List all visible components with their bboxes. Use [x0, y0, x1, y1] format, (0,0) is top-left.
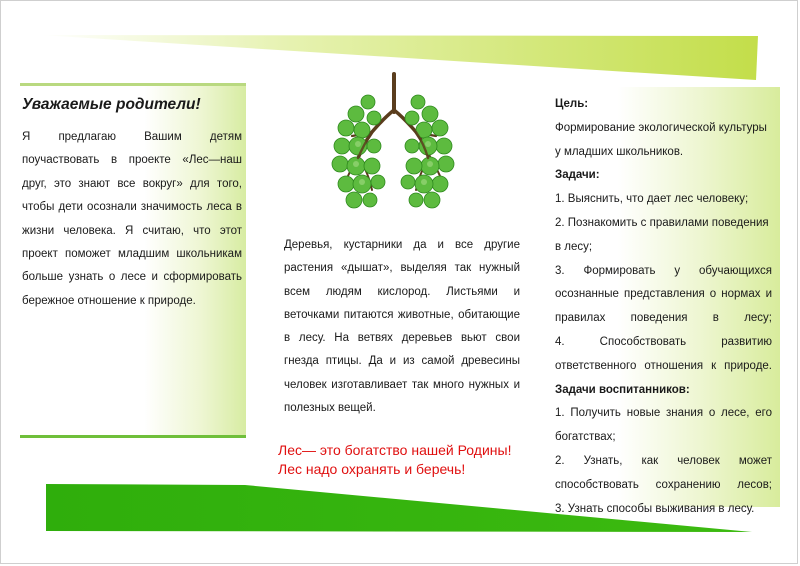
lungs-tree-icon: [328, 72, 458, 222]
goal-text: Формирование экологической культуры у младших школьников.: [555, 121, 767, 158]
task-item: 1. Выяснить, что дает лес человеку;: [555, 193, 749, 206]
task-item: 2. Познакомить с правилами поведения в лесу;: [555, 216, 769, 253]
goal-heading: Цель:: [555, 98, 589, 110]
parents-heading: Уважаемые родители!: [22, 96, 201, 113]
pupil-task-item: 1. Получить новые знания о лесе, его богатствах;: [555, 407, 772, 444]
pupil-tasks-heading: Задачи воспитанников:: [555, 383, 690, 396]
goals-panel: [548, 87, 780, 515]
parents-text: Я предлагаю Вашим детям поучаствовать в проекте «Лес—наш друг, это знают все вокруг» для того, чтобы дети осознали значимость леса в жизни человека. Я считаю, что этот проект поможет младшим школьникам больше узнать о лесе и сформировать бережное отношение к природе.: [22, 131, 242, 307]
slogan: [278, 441, 511, 479]
slogan-line-2: Лес надо охранять и беречь!: [278, 461, 466, 477]
slogan-line-1: Лес— это богатство нашей Родины!: [278, 442, 512, 458]
pupil-task-item: 2. Узнать, как человек может способствовать сохранению лесов;: [555, 454, 772, 491]
parents-panel: [20, 83, 246, 438]
task-item: 3. Формировать у обучающихся осознанные представления о нормах и правилах поведения в лесу;: [555, 264, 772, 325]
tasks-heading: Задачи:: [555, 169, 600, 182]
forest-benefits-text: Деревья, кустарники да и все другие растения «дышат», выделяя так нужный всем людям кислород. Листьями и веточками питаются животные, обитающие в лесу. На ветвях деревьев вьют свои гнезда птицы. Да и из самой древесины человек изготавливает так много нужных и полезных вещей.: [284, 239, 520, 415]
task-item: 4. Способствовать развитию ответственного отношения к природе.: [555, 335, 772, 372]
pupil-task-item: 3. Узнать способы выживания в лесу.: [555, 502, 755, 515]
